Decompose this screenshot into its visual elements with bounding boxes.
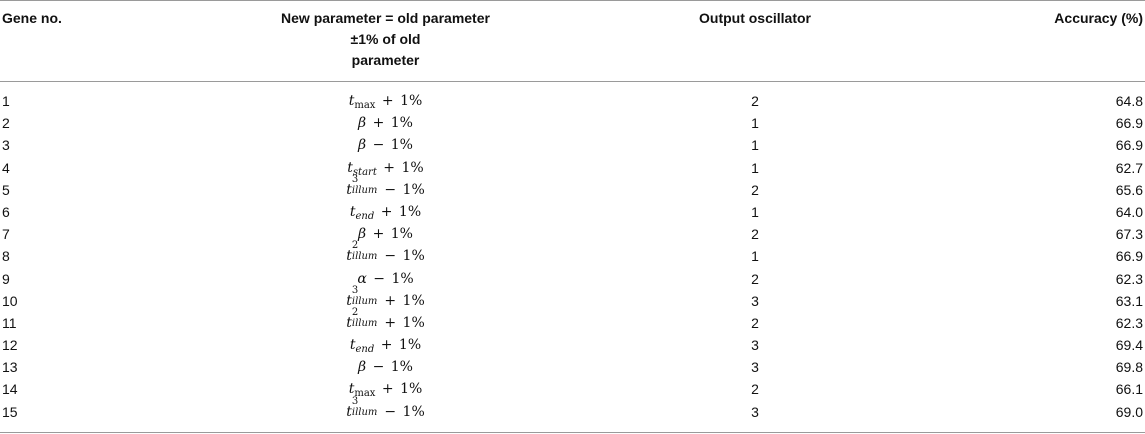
- parameter-percent: 1%: [402, 248, 425, 265]
- parameter-percent: 1%: [390, 115, 413, 132]
- parameter-operator: −: [384, 181, 397, 198]
- parameter-percent: 1%: [402, 403, 425, 420]
- cell-new-parameter: [238, 223, 533, 245]
- parameter-indices: [351, 395, 378, 418]
- parameter-percent: 1%: [402, 181, 425, 198]
- header-param-line-3: parameter: [351, 52, 420, 68]
- cell-new-parameter: [238, 306, 533, 334]
- cell-accuracy: 62.3: [1115, 270, 1143, 287]
- parameter-operator: +: [384, 292, 397, 309]
- cell-gene-no: 2: [2, 115, 10, 132]
- parameter-percent: 1%: [398, 203, 422, 220]
- cell-accuracy: 69.0: [1115, 403, 1143, 420]
- table-row: [0, 268, 1145, 290]
- header-param-line-2: ±1% of old: [350, 31, 421, 47]
- cell-output-oscillator: 2: [751, 226, 759, 243]
- cell-output-oscillator: 1: [751, 115, 759, 132]
- cell-gene-no: 5: [2, 181, 10, 198]
- table-row: [0, 134, 1145, 156]
- cell-accuracy: 66.9: [1115, 115, 1143, 132]
- cell-new-parameter: [238, 112, 533, 134]
- cell-output-oscillator: 2: [751, 181, 759, 198]
- cell-output-oscillator: 2: [751, 314, 759, 331]
- table-header-rule: [0, 81, 1145, 82]
- cell-new-parameter: [238, 356, 533, 378]
- parameter-operator: +: [381, 381, 394, 398]
- parameter-indices: [351, 284, 378, 307]
- parameter-indices: [351, 240, 378, 263]
- parameter-percent: 1%: [400, 381, 423, 398]
- table-row: [0, 201, 1145, 223]
- header-accuracy: Accuracy (%): [1054, 10, 1143, 26]
- parameter-operator: +: [381, 93, 394, 109]
- parameter-operator: +: [380, 337, 393, 354]
- table-row: [0, 240, 1145, 267]
- parameter-symbol: β: [358, 226, 367, 243]
- parameter-symbol: t: [346, 292, 352, 309]
- parameter-percent: 1%: [398, 337, 422, 354]
- cell-output-oscillator: 2: [751, 381, 759, 398]
- parameter-operator: +: [372, 226, 385, 243]
- table-bottom-rule: [0, 432, 1145, 433]
- parameter-subscript: illum: [351, 295, 378, 307]
- parameter-percent: 1%: [401, 159, 424, 176]
- cell-output-oscillator: 1: [751, 203, 759, 220]
- table-row: [0, 334, 1145, 356]
- table-row: [0, 173, 1145, 201]
- parameter-symbol: β: [358, 137, 367, 154]
- cell-new-parameter: [238, 173, 533, 201]
- cell-output-oscillator: 1: [751, 137, 759, 154]
- table-row: [0, 90, 1145, 112]
- parameter-superscript: 3: [351, 284, 359, 296]
- parameter-percent: 1%: [402, 314, 425, 331]
- parameter-percent: 1%: [390, 359, 413, 376]
- parameter-subscript: end: [355, 210, 375, 222]
- cell-accuracy: 66.9: [1115, 248, 1143, 265]
- cell-gene-no: 9: [2, 270, 10, 287]
- cell-gene-no: 12: [2, 337, 18, 354]
- parameter-operator: +: [384, 314, 397, 331]
- parameter-percent: 1%: [400, 93, 423, 109]
- parameter-symbol: α: [357, 270, 367, 287]
- header-new-parameter: [238, 8, 533, 71]
- parameter-operator: +: [380, 203, 393, 220]
- cell-accuracy: 63.1: [1115, 292, 1143, 309]
- header-gene-no: Gene no.: [2, 10, 62, 26]
- cell-gene-no: 15: [2, 403, 18, 420]
- parameter-subscript: illum: [351, 406, 378, 418]
- parameter-symbol: β: [358, 359, 367, 376]
- table-row: [0, 306, 1145, 334]
- parameter-subscript: max: [354, 388, 376, 400]
- cell-gene-no: 10: [2, 292, 18, 309]
- parameter-symbol: t: [349, 203, 356, 220]
- cell-gene-no: 11: [2, 314, 17, 331]
- parameter-superscript: 3: [351, 173, 359, 185]
- cell-output-oscillator: 3: [751, 359, 759, 376]
- table-row: [0, 356, 1145, 378]
- parameter-operator: +: [383, 159, 396, 176]
- cell-accuracy: 67.3: [1115, 226, 1143, 243]
- cell-output-oscillator: 2: [751, 270, 759, 287]
- cell-accuracy: 65.6: [1115, 181, 1143, 198]
- parameter-symbol: t: [346, 181, 352, 198]
- parameter-operator: −: [384, 248, 397, 265]
- cell-new-parameter: [238, 134, 533, 156]
- parameter-superscript: 2: [351, 240, 359, 252]
- parameter-indices: [351, 173, 378, 196]
- table-row: [0, 157, 1145, 179]
- cell-gene-no: 7: [2, 226, 10, 243]
- table-row: [0, 378, 1145, 400]
- parameter-percent: 1%: [390, 137, 413, 154]
- parameter-operator: −: [384, 403, 397, 420]
- cell-output-oscillator: 2: [751, 93, 759, 109]
- header-output-oscillator: Output oscillator: [699, 10, 811, 26]
- cell-accuracy: 62.3: [1115, 314, 1143, 331]
- parameter-operator: −: [372, 359, 385, 376]
- cell-accuracy: 66.9: [1115, 137, 1143, 154]
- table-row: [0, 112, 1145, 134]
- cell-new-parameter: [238, 284, 533, 312]
- cell-accuracy: 64.0: [1115, 203, 1143, 220]
- table-top-rule: [0, 0, 1145, 1]
- cell-gene-no: 4: [2, 159, 10, 176]
- cell-accuracy: 66.1: [1115, 381, 1143, 398]
- parameter-symbol: t: [346, 248, 352, 265]
- parameter-symbol: t: [346, 314, 352, 331]
- table-row: [0, 284, 1145, 312]
- parameter-percent: 1%: [402, 292, 425, 309]
- parameter-subscript: illum: [351, 251, 378, 263]
- cell-output-oscillator: 1: [751, 159, 759, 176]
- parameter-symbol: t: [348, 93, 355, 109]
- cell-accuracy: 62.7: [1115, 159, 1143, 176]
- table-row: [0, 395, 1145, 423]
- parameter-symbol: β: [358, 115, 367, 132]
- parameter-symbol: t: [347, 159, 353, 176]
- cell-new-parameter: [238, 395, 533, 423]
- table-row: [0, 223, 1145, 245]
- cell-gene-no: 8: [2, 248, 10, 265]
- parameter-subscript: illum: [351, 317, 378, 329]
- cell-output-oscillator: 3: [751, 337, 759, 354]
- parameter-operator: +: [372, 115, 385, 132]
- cell-new-parameter: [238, 268, 533, 290]
- parameter-symbol: t: [348, 381, 355, 398]
- cell-accuracy: 69.4: [1115, 337, 1143, 354]
- parameter-symbol: t: [346, 403, 352, 420]
- parameter-symbol: t: [349, 337, 356, 354]
- parameter-subscript: end: [355, 344, 375, 356]
- parameter-subscript: start: [352, 166, 377, 178]
- parameter-superscript: 2: [351, 306, 359, 318]
- cell-gene-no: 13: [2, 359, 18, 376]
- parameter-percent: 1%: [391, 270, 414, 287]
- cell-output-oscillator: 1: [751, 248, 759, 265]
- header-param-line-1: New parameter = old parameter: [281, 10, 490, 26]
- cell-gene-no: 14: [2, 381, 18, 398]
- parameter-indices: [351, 306, 378, 329]
- cell-accuracy: 69.8: [1115, 359, 1143, 376]
- cell-output-oscillator: 3: [751, 403, 759, 420]
- cell-gene-no: 6: [2, 203, 10, 220]
- parameter-superscript: 3: [351, 395, 359, 407]
- cell-output-oscillator: 3: [751, 292, 759, 309]
- table-body: [0, 90, 1145, 423]
- parameter-percent: 1%: [390, 226, 413, 243]
- parameter-operator: −: [372, 137, 385, 154]
- cell-gene-no: 3: [2, 137, 10, 154]
- parameter-subscript: illum: [351, 184, 378, 196]
- parameter-operator: −: [373, 270, 385, 287]
- cell-new-parameter: [238, 240, 533, 267]
- parameter-subscript: max: [354, 100, 376, 111]
- cell-gene-no: 1: [2, 93, 10, 109]
- cell-accuracy: 64.8: [1115, 93, 1143, 109]
